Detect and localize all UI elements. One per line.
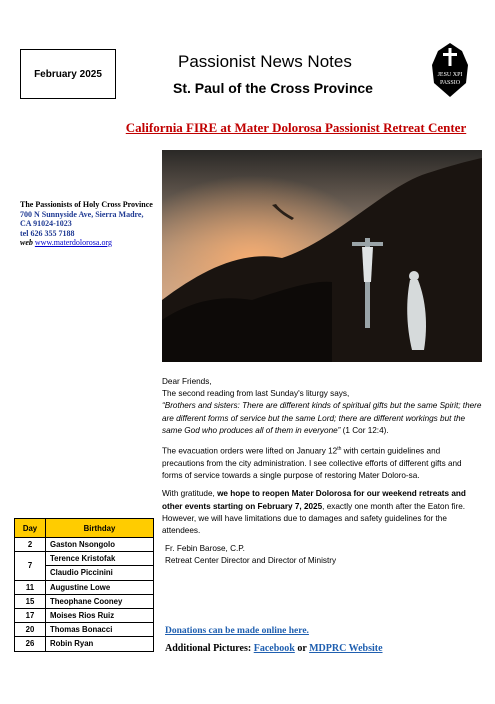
- table-row: [15, 608, 154, 622]
- table-row: [15, 637, 154, 651]
- table-row: [15, 552, 154, 566]
- greeting: Dear Friends,: [162, 377, 212, 386]
- birthday-table: [14, 518, 154, 652]
- scripture-quote: [162, 400, 482, 437]
- city-zip: CA 91024-1023: [20, 219, 72, 228]
- day-cell: 17: [15, 608, 46, 622]
- paragraph-reopen: [162, 488, 482, 537]
- letter-body: [162, 376, 482, 568]
- additional-pictures: [165, 643, 383, 654]
- name-cell: Terence Kristofak: [46, 552, 154, 566]
- province-subtitle: St. Paul of the Cross Province: [173, 80, 373, 96]
- paragraph-evacuation: [162, 443, 482, 482]
- address-block: [20, 200, 153, 248]
- additional-label: Additional Pictures:: [165, 643, 254, 654]
- day-cell: 20: [15, 623, 46, 637]
- quote-reference: (1 Cor 12:4).: [340, 425, 389, 435]
- telephone: tel 626 355 7188: [20, 228, 75, 238]
- web-line: [20, 238, 153, 248]
- table-row: [15, 580, 154, 594]
- day-cell: 7: [15, 552, 46, 580]
- name-cell: Augustine Lowe: [46, 580, 154, 594]
- street-address: 700 N Sunnyside Ave, Sierra Madre,: [20, 209, 144, 219]
- day-cell: 15: [15, 594, 46, 608]
- name-cell: Gaston Nsongolo: [46, 538, 154, 552]
- newsletter-title: Passionist News Notes: [178, 52, 352, 71]
- table-row: [15, 538, 154, 552]
- day-cell: 2: [15, 538, 46, 552]
- name-cell: Thomas Bonacci: [46, 623, 154, 637]
- name-cell: Robin Ryan: [46, 637, 154, 651]
- p2-part-b: with certain guidelines and precautions from the city administration. I see collective efforts of different gifts and forms of service towards a single purpose of restoring Mater Doloro-sa.: [162, 446, 462, 481]
- table-header-row: [15, 519, 154, 538]
- day-cell: 11: [15, 580, 46, 594]
- issue-date: February 2025: [34, 68, 102, 80]
- web-label: web: [20, 238, 33, 247]
- signature-title: Retreat Center Director and Director of Ministry: [165, 556, 337, 566]
- signature-name: Fr. Febin Barose, C.P.: [165, 544, 245, 554]
- issue-date-box: [20, 49, 116, 99]
- facebook-link[interactable]: Facebook: [253, 643, 295, 654]
- p3-lead: With gratitude,: [162, 489, 218, 499]
- header-birthday: Birthday: [46, 519, 154, 538]
- donation-link[interactable]: Donations can be made online here.: [165, 626, 309, 636]
- table-row: [15, 594, 154, 608]
- emblem-line-1: JESU XPI: [437, 72, 463, 78]
- passionist-emblem-icon: [430, 43, 470, 97]
- mdprc-website-link[interactable]: MDPRC Website: [309, 643, 383, 654]
- quote-text: “Brothers and sisters: There are different kinds of spiritual gifts but the same Spirit; there are different forms of service but the same Lord; there are different workings but the same God who produces all of them in everyone”: [162, 401, 482, 435]
- name-cell: Theophane Cooney: [46, 594, 154, 608]
- or-text: or: [294, 643, 310, 654]
- p3-rest: , exactly one month after the Eaton fire. However, we will have limitations due to damages and safety guidelines for the attendees.: [162, 501, 466, 535]
- website-link[interactable]: www.materdolorosa.org: [34, 238, 112, 247]
- p2-part-a: The evacuation orders were lifted on January 12: [162, 446, 338, 456]
- org-name: The Passionists of Holy Cross Province: [20, 200, 153, 209]
- day-cell: 26: [15, 637, 46, 651]
- p3-bold: we hope to reopen Mater Dolorosa for our weekend retreats and other events starting on February 7, 2025: [162, 489, 466, 511]
- letter-intro: The second reading from last Sunday's liturgy says,: [162, 389, 350, 399]
- header-day: Day: [15, 519, 46, 538]
- headline: California FIRE at Mater Dolorosa Passionist Retreat Center: [125, 120, 467, 135]
- fire-photo: [162, 150, 482, 362]
- table-row: [15, 623, 154, 637]
- name-cell: Claudio Piccinini: [46, 566, 154, 580]
- name-cell: Moises Rios Ruiz: [46, 608, 154, 622]
- p2-superscript: th: [337, 446, 342, 453]
- emblem-line-2: PASSIO: [439, 80, 461, 86]
